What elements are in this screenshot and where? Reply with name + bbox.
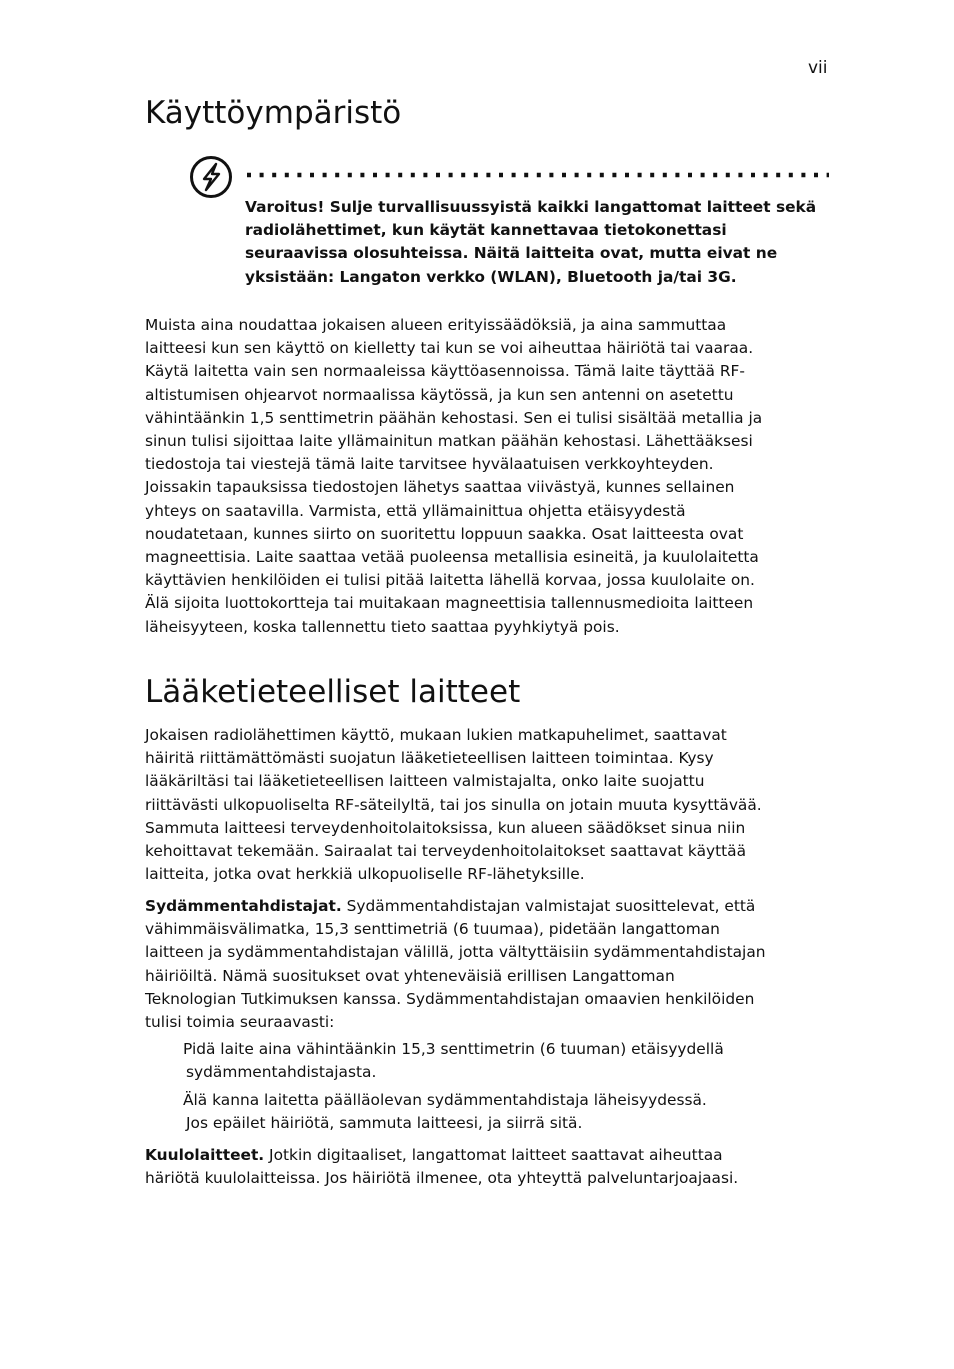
paragraph-line: Käytä laitetta vain sen normaaleissa käyttöasennoissa. Tämä laite täyttää RF- [145,362,745,381]
paragraph-line: magneettisia. Laite saattaa vetää puoleensa metallisia esineitä, ja kuulolaitetta [145,548,759,567]
paragraph-line: tulisi toimia seuraavasti: [145,1013,335,1032]
paragraph-line: tiedostoja tai viestejä tämä laite tarvitsee hyvälaatuisen verkkoyhteyden. [145,455,714,474]
list-item [183,1112,823,1135]
list-item [183,1089,823,1112]
paragraph-line: Teknologian Tutkimuksen kanssa. Sydämmentahdistajan omaavien henkilöiden [145,989,755,1008]
paragraph-line: käyttävien henkilöiden ei tulisi pitää laitetta lähellä korvaa, jossa kuulolaite on. [145,571,755,590]
warning-line: radiolähettimet, kun käytät kannettavaa tietokonettasi [245,221,727,240]
list-item [183,1038,823,1084]
warning-line: yksistään: Langaton verkko (WLAN), Bluetooth ja/tai 3G. [245,267,737,286]
environment-paragraph [145,314,835,639]
paragraph-line: noudatetaan, kunnes siirto on suoritettu loppuun saakka. Osat laitteesta ovat [145,524,744,543]
list-item-line: Älä kanna laitetta päälläolevan sydämmentahdistaja läheisyydessä. [183,1091,707,1109]
warning-line: Varoitus! Sulje turvallisuussyistä kaikki langattomat laitteet sekä [245,198,817,216]
warning-line: seuraavissa olosuhteissa. Näitä laitteita ovat, mutta eivat ne [245,244,778,263]
pacemaker-first-line: Sydämmentahdistajan valmistajat suosittelevat, että [341,897,756,915]
warning-dotted-rule [245,171,831,179]
page-number: vii [808,58,828,78]
pacemaker-paragraph [145,895,835,1034]
hearing-aid-paragraph [145,1144,835,1190]
paragraph-line: häriötä kuulolaitteissa. Jos häiriötä ilmenee, ota yhteyttä palveluntarjoajaasi. [145,1169,739,1188]
paragraph-line: altistumisen ohjearvot normaalissa käytössä, ja kun sen antenni on asetettu [145,385,734,404]
paragraph-line: vähimmäisvälimatka, 15,3 senttimetriä (6 tuumaa), pidetään langattoman [145,920,720,939]
paragraph-line: Sammuta laitteesi terveydenhoitolaitoksissa, kun alueen säädökset sinua niin [145,818,746,837]
list-item-line: Jos epäilet häiriötä, sammuta laitteesi, ja siirrä sitä. [186,1114,583,1132]
paragraph-line: lääkäriltäsi tai lääketieteellisen laitteen valmistajalta, onko laite suojattu [145,772,705,791]
medical-intro-paragraph [145,724,835,886]
paragraph-line: vähintäänkin 1,5 senttimetrin päähän kehostasi. Sen ei tulisi sisältää metallia ja [145,408,763,427]
paragraph-line: häiriöiltä. Nämä suositukset ovat yhteneväisiä erillisen Langattoman [145,966,675,985]
paragraph-line: laitteesi kun sen käyttö on kielletty tai kun se voi aiheuttaa häiriötä tai vaaraa. [145,339,754,358]
warning-text [245,196,835,289]
paragraph-line [145,895,835,918]
pacemaker-label: Sydämmentahdistajat. [145,897,342,915]
hearing-first-line: Jotkin digitaaliset, langattomat laitteet saattavat aiheuttaa [264,1146,723,1164]
hearing-label: Kuulolaitteet. [145,1146,265,1164]
warning-lightning-icon [189,155,233,199]
paragraph-line: laitteita, jotka ovat herkkiä ulkopuoliselle RF-lähetyksille. [145,865,585,884]
paragraph-line: yhteys on saatavilla. Varmista, että yllämainittua ohjetta etäisyydestä [145,501,686,520]
paragraph-line: Muista aina noudattaa jokaisen alueen erityissäädöksiä, ja aina sammuttaa [145,316,727,334]
list-item-line: sydämmentahdistajasta. [186,1063,377,1082]
paragraph-line: sinun tulisi sijoittaa laite yllämainitun matkan päähän kehostasi. Lähettääksesi [145,432,753,451]
paragraph-line: Älä sijoita luottokortteja tai muitakaan magneettisia tallennusmedioita laitteen [145,594,754,613]
paragraph-line: Jokaisen radiolähettimen käyttö, mukaan lukien matkapuhelimet, saattavat [145,726,727,744]
paragraph-line: laitteen ja sydämmentahdistajan välillä, jotta vältyttäisiin sydämmentahdistajan [145,943,766,962]
paragraph-line: Joissakin tapauksissa tiedostojen lähetys saattaa viivästyä, kunnes sellainen [145,478,735,497]
paragraph-line: riittävästi ulkopuoliselta RF-säteilyltä, tai jos sinulla on jotain muuta kysyttävää. [145,795,762,814]
paragraph-line [145,1144,835,1167]
section-title-medical: Lääketieteelliset laitteet [145,674,521,710]
paragraph-line: häiritä riittämättömästi suojatun lääketieteellisen laitteen toimintaa. Kysy [145,749,714,768]
paragraph-line: läheisyyteen, koska tallennettu tieto saattaa pyyhkiytyä pois. [145,617,620,636]
paragraph-line: kehoittavat tekemään. Sairaalat tai terveydenhoitolaitokset saattavat käyttää [145,842,747,861]
section-title-environment: Käyttöympäristö [145,95,402,131]
list-item-line: Pidä laite aina vähintäänkin 15,3 senttimetrin (6 tuuman) etäisyydellä [183,1040,724,1058]
